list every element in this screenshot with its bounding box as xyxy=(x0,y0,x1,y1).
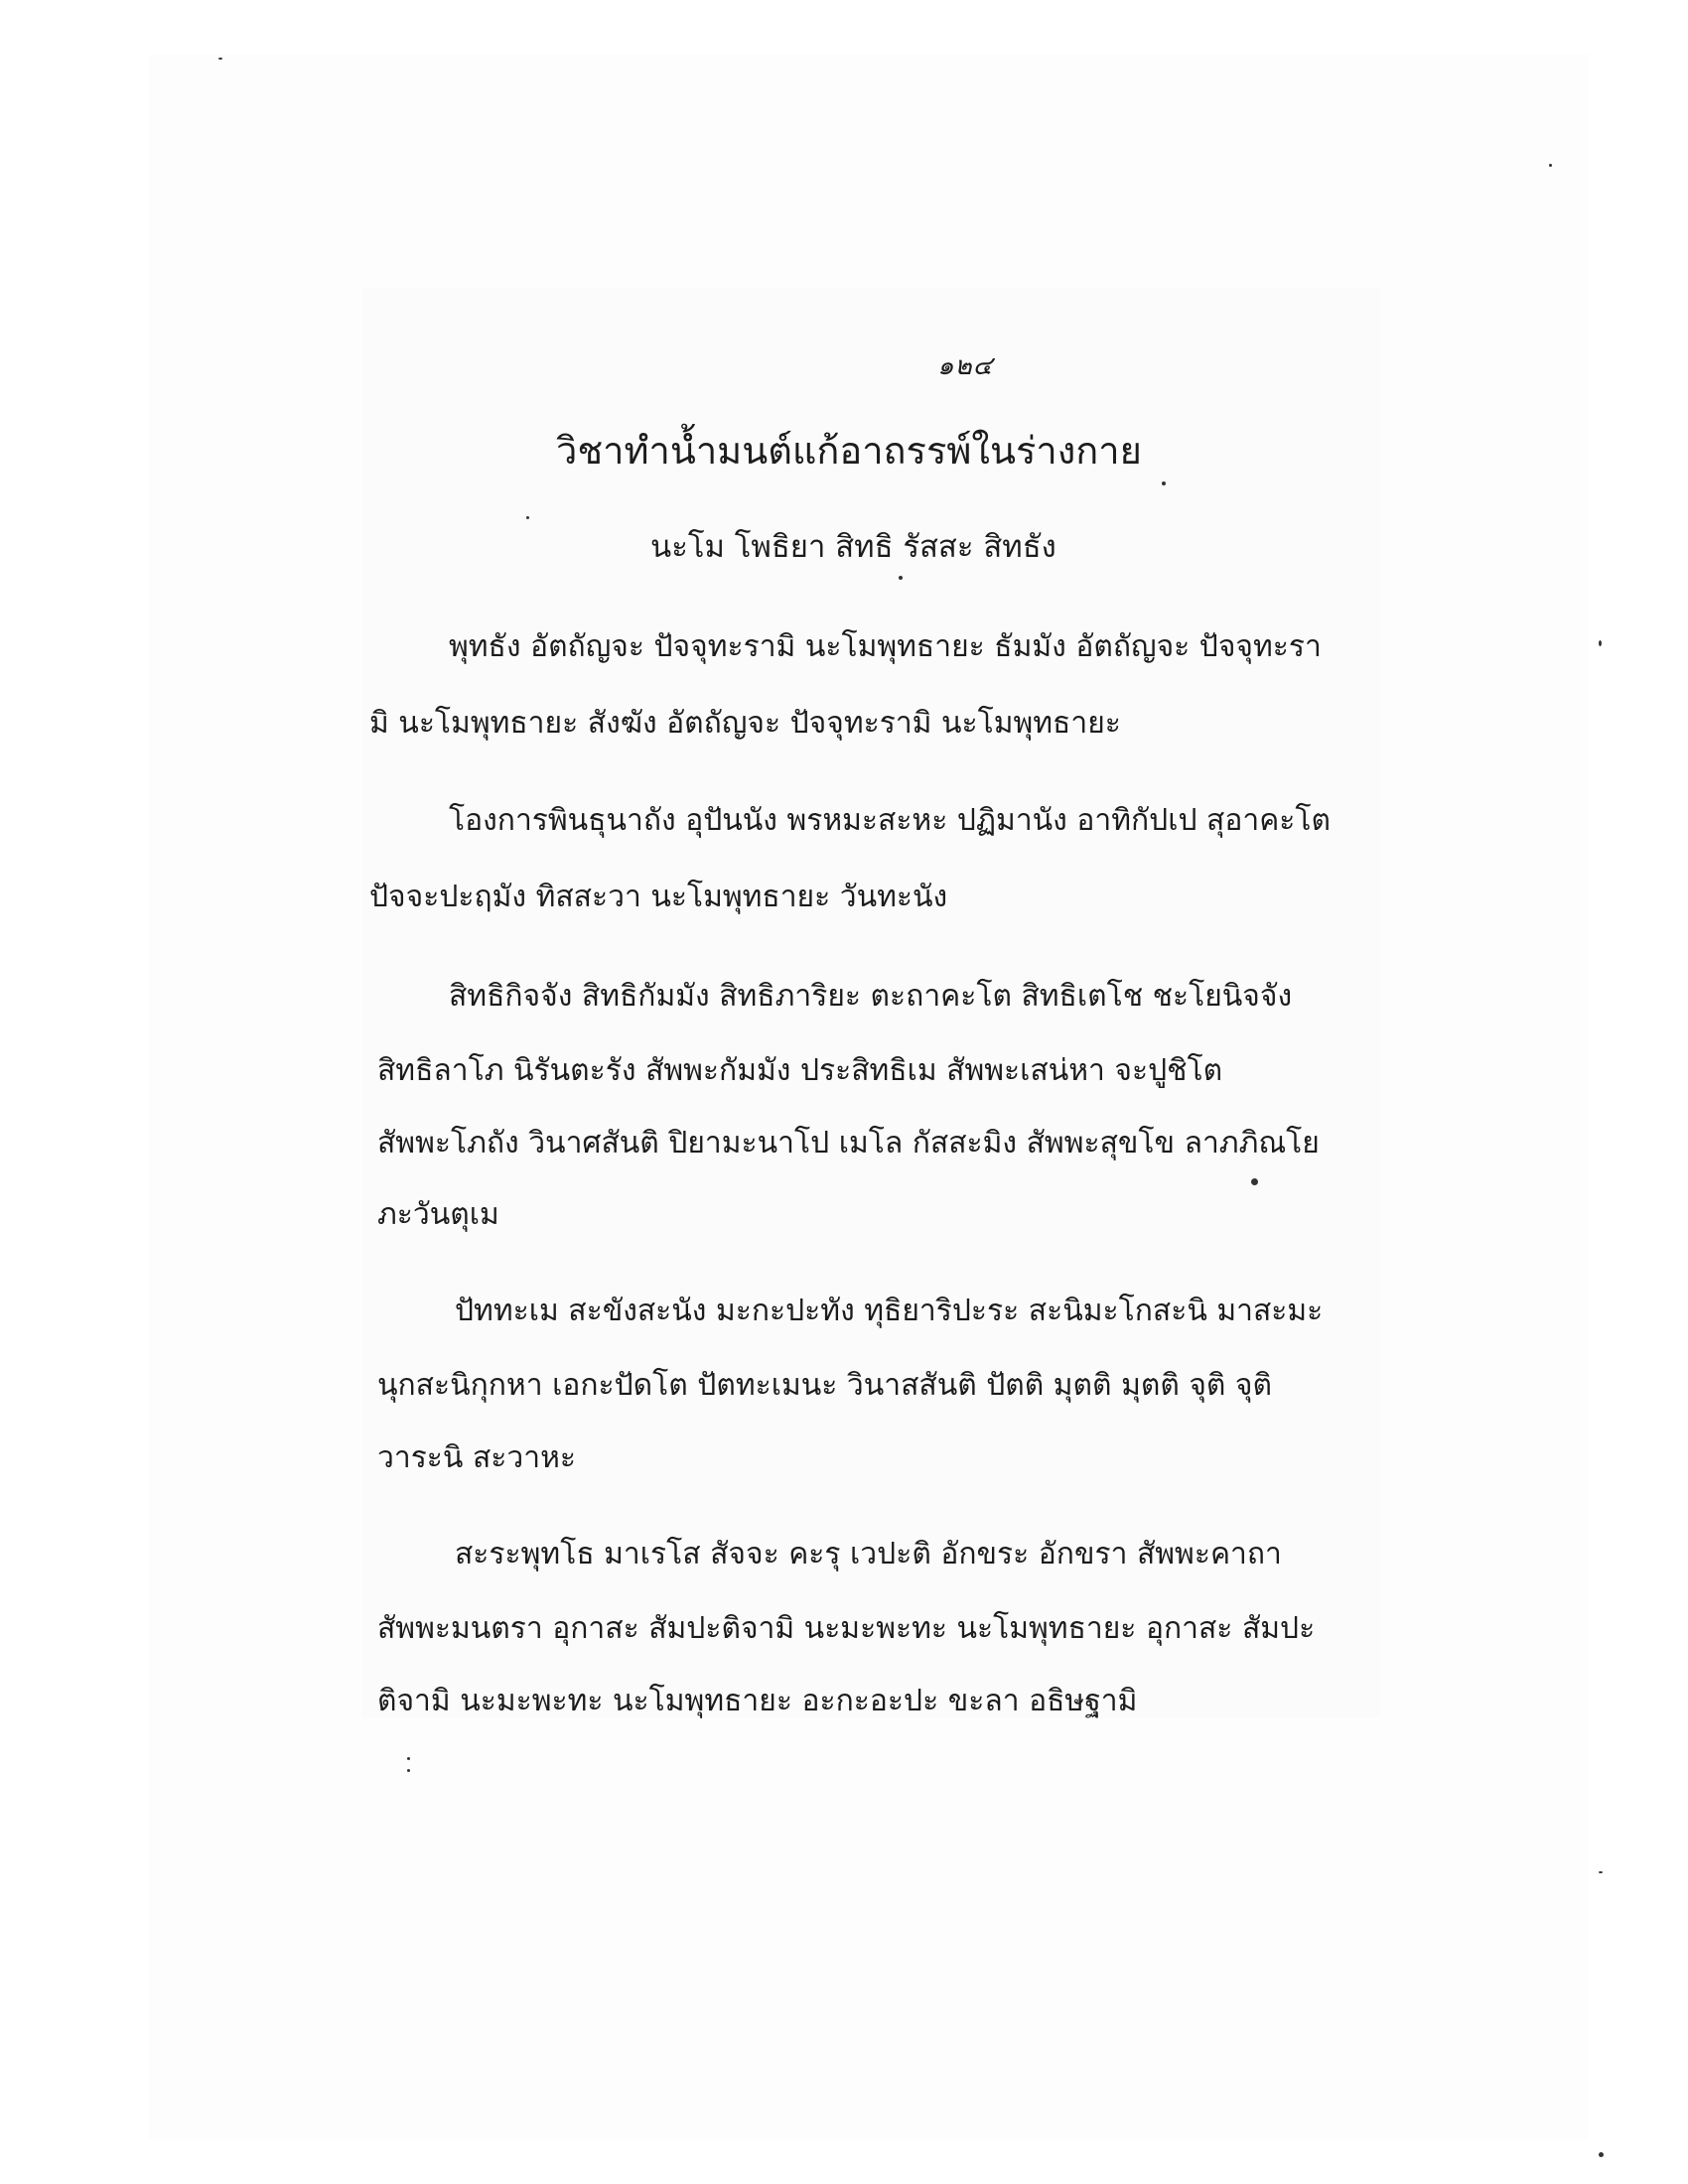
scan-speck xyxy=(218,58,222,60)
text-line: พุทธัง อัตถัญจะ ปัจจุทะรามิ นะโมพุทธายะ ธัมมัง อัตถัญจะ ปัจจุทะรา xyxy=(449,629,1322,664)
scan-speck xyxy=(1549,164,1552,167)
scan-speck xyxy=(1251,1178,1258,1185)
scan-speck xyxy=(1599,640,1602,646)
text-line: สัพพะโภถัง วินาศสันติ ปิยามะนาโป เมโล กัสสะมิง สัพพะสุขโข ลาภภิณโย xyxy=(377,1126,1320,1160)
scan-speck xyxy=(407,1769,410,1772)
page-subtitle: นะโม โพธิยา สิทธิ รัสสะ สิทธัง xyxy=(650,529,1056,565)
text-line: สะระพุทโธ มาเรโส สัจจะ คะรุ เวปะติ อักขระ อักขรา สัพพะคาถา xyxy=(455,1537,1282,1571)
scan-speck xyxy=(526,516,529,519)
scan-speck xyxy=(1599,2152,1604,2157)
text-line: มิ นะโมพุทธายะ สังฆัง อัตถัญจะ ปัจจุทะรามิ นะโมพุทธายะ xyxy=(369,706,1121,741)
text-line: สิทธิลาโภ นิรันตะรัง สัพพะกัมมัง ประสิทธิเม สัพพะเสน่หา จะปูชิโต xyxy=(377,1053,1223,1088)
text-line: โองการพินธุนาถัง อุปันนัง พรหมะสะหะ ปฏิมานัง อาทิกัปเป สุอาคะโต xyxy=(449,803,1331,838)
scan-speck xyxy=(1599,1871,1603,1873)
text-line: ภะวันตุเม xyxy=(377,1197,499,1232)
text-line: ติจามิ นะมะพะทะ นะโมพุทธายะ อะกะอะปะ ขะลา อธิษฐามิ xyxy=(377,1684,1138,1718)
page-title: วิชาทำน้ำมนต์แก้อาถรรพ์ในร่างกาย xyxy=(556,429,1142,473)
text-line: ปัจจะปะฤมัง ทิสสะวา นะโมพุทธายะ วันทะนัง xyxy=(369,880,948,914)
text-line: สิทธิกิจจัง สิทธิกัมมัง สิทธิภาริยะ ตะถาคะโต สิทธิเตโช ชะโยนิจจัง xyxy=(449,979,1293,1014)
scan-speck xyxy=(407,1757,410,1760)
text-line: สัพพะมนตรา อุกาสะ สัมปะติจามิ นะมะพะทะ นะโมพุทธายะ อุกาสะ สัมปะ xyxy=(377,1611,1316,1646)
page-number: ๑๒๔ xyxy=(937,351,994,381)
scan-speck xyxy=(1162,481,1166,485)
scan-speck xyxy=(899,576,903,580)
text-line: นุกสะนิกุกหา เอกะปัดโต ปัตทะเมนะ วินาสสันติ ปัตติ มุตติ มุตติ จุติ จุติ xyxy=(377,1368,1272,1403)
text-line: ปัททะเม สะขังสะนัง มะกะปะทัง ทุธิยาริปะระ สะนิมะโกสะนิ มาสะมะ xyxy=(455,1294,1324,1328)
text-line: วาระนิ สะวาหะ xyxy=(377,1440,576,1475)
